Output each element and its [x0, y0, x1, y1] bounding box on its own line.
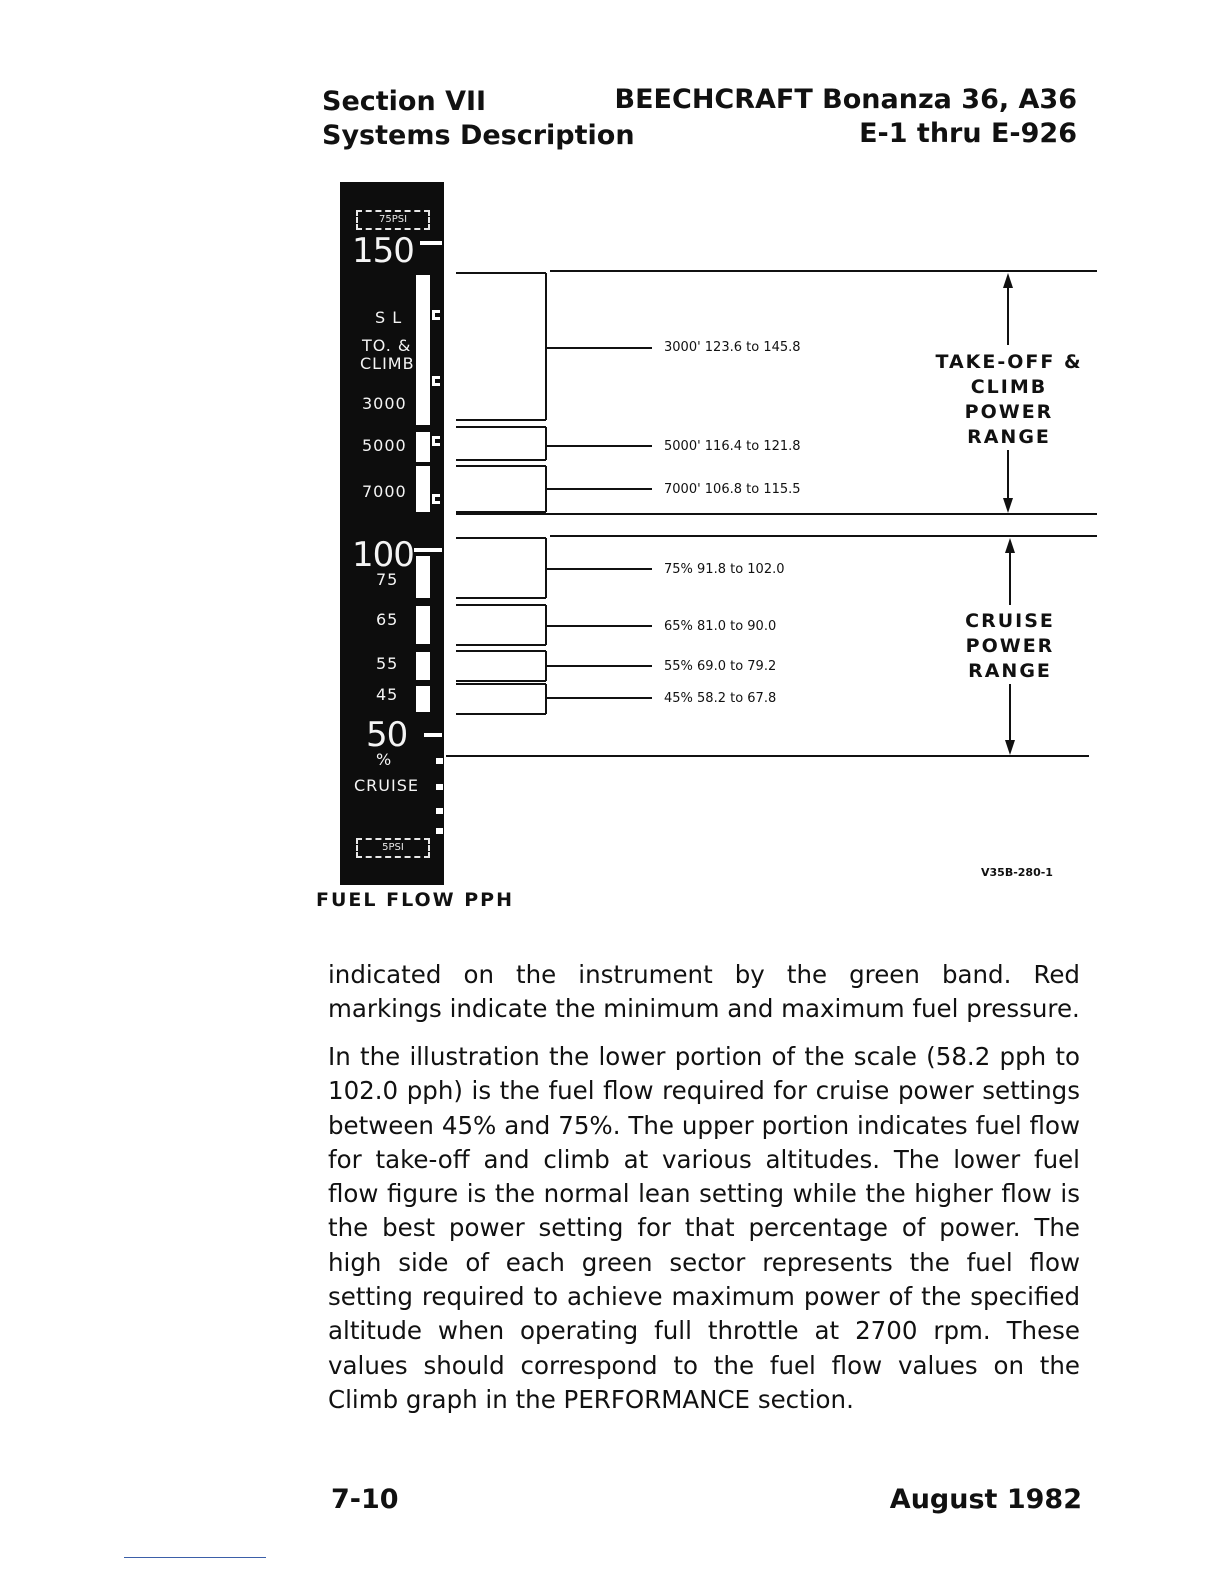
aircraft-title: BEECHCRAFT Bonanza 36, A36 — [614, 84, 1077, 115]
scale-label-55: 55 — [376, 654, 399, 673]
paragraph-1: indicated on the instrument by the green band. Red markings indicate the minimum and maximum fuel pressure. — [328, 960, 1080, 1024]
scale-label-100: 100 — [352, 535, 414, 575]
scale-label-150: 150 — [352, 231, 414, 271]
scale-label-climb: CLIMB — [360, 354, 415, 373]
scale-label-sl: S L — [375, 308, 403, 327]
section-subtitle: Systems Description — [322, 120, 635, 151]
range-label-65: 65% 81.0 to 90.0 — [664, 619, 777, 634]
scale-label-percent: % — [376, 750, 393, 769]
cruise-range-label: CRUISE POWER RANGE — [950, 609, 1070, 684]
scale-label-65: 65 — [376, 610, 399, 629]
figure-code: V35B-280-1 — [981, 866, 1053, 879]
range-label-3000: 3000' 123.6 to 145.8 — [664, 340, 801, 355]
footer-date: August 1982 — [889, 1484, 1082, 1515]
scale-label-5000: 5000 — [362, 436, 407, 455]
paragraph-2: In the illustration the lower portion of the scale (58.2 pph to 102.0 pph) is the fuel flow required for cruise power settings between 45% and 75%. The upper portion indicates fuel flow for take-off and climb at various altitudes. The lower fuel flow figure is the normal lean setting while the higher flow is the best power setting for that percentage of power. The high side of each green sector represents the fuel flow setting required to achieve maximum power of the specified altitude when operating full throttle at 2700 rpm. These values should correspond to the fuel flow values on the Climb graph in the PERFORMANCE section. — [328, 1042, 1080, 1414]
range-label-55: 55% 69.0 to 79.2 — [664, 659, 777, 674]
scale-label-to: TO. & — [362, 336, 412, 355]
figure-caption: FUEL FLOW PPH — [316, 889, 514, 911]
takeoff-climb-range-label: TAKE-OFF & CLIMB POWER RANGE — [924, 350, 1094, 450]
scale-label-3000: 3000 — [362, 394, 407, 413]
page-number: 7-10 — [331, 1484, 399, 1515]
pressure-max-box: 75PSI — [356, 210, 430, 230]
scale-label-7000: 7000 — [362, 482, 407, 501]
pressure-min-box: 5PSI — [356, 838, 430, 858]
range-label-7000: 7000' 106.8 to 115.5 — [664, 482, 801, 497]
range-label-75: 75% 91.8 to 102.0 — [664, 562, 785, 577]
serial-range: E-1 thru E-926 — [859, 118, 1077, 149]
scale-label-45: 45 — [376, 685, 399, 704]
footer-rule — [124, 1557, 266, 1558]
scale-label-75: 75 — [376, 570, 399, 589]
range-label-45: 45% 58.2 to 67.8 — [664, 691, 777, 706]
range-label-5000: 5000' 116.4 to 121.8 — [664, 439, 801, 454]
section-label: Section VII — [322, 86, 487, 117]
scale-label-cruise: CRUISE — [354, 776, 419, 795]
scale-label-50: 50 — [366, 715, 408, 755]
